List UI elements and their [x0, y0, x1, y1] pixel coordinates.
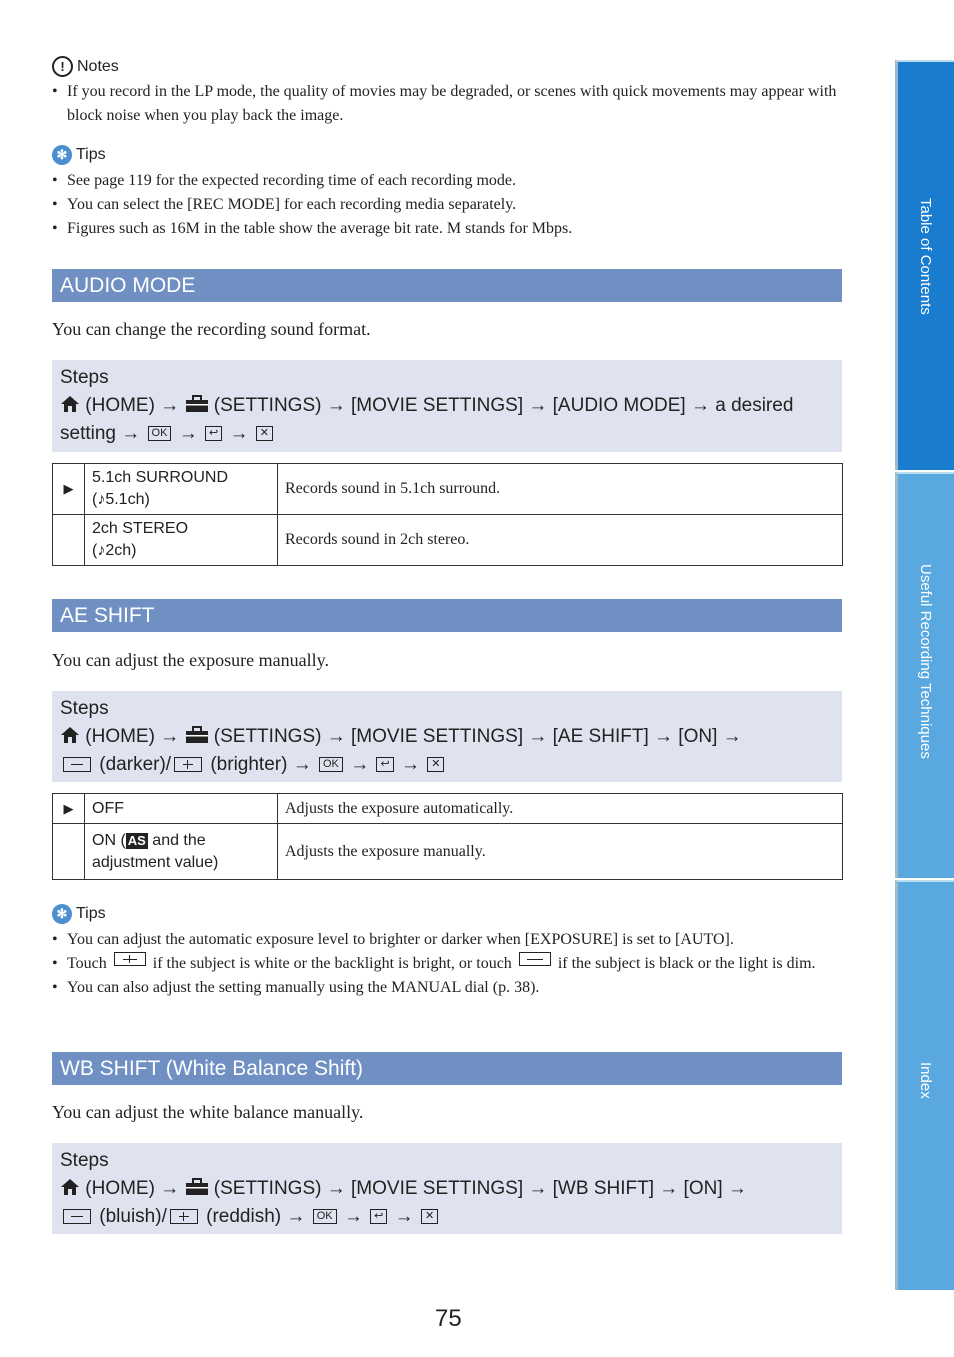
selected-mark [53, 824, 85, 880]
option-name-text: 5.1ch SURROUND [92, 469, 229, 486]
toolbox-icon [185, 1178, 209, 1196]
selected-mark: ▶ [53, 464, 85, 515]
arrow: → [690, 395, 710, 416]
menu-label: [MOVIE SETTINGS] [351, 395, 524, 416]
close-icon: ✕ [256, 426, 273, 441]
home-icon [60, 1178, 80, 1196]
ae-shift-options-table [52, 793, 843, 880]
tips-icon: ✻ [52, 145, 72, 165]
ok-button-icon: OK [148, 426, 172, 441]
arrow: → [286, 1206, 306, 1227]
option-name [85, 464, 278, 515]
arrow: → [292, 754, 312, 775]
notes-heading [52, 56, 119, 77]
arrow: → [326, 395, 346, 416]
sidebar-nav [895, 60, 954, 1290]
option-desc: Adjusts the exposure automatically. [278, 794, 843, 824]
tips-heading-label: Tips [76, 905, 106, 922]
notes-heading-label: Notes [77, 57, 119, 75]
item-label: [WB SHIFT] [552, 1178, 654, 1199]
section-heading-audio-mode: AUDIO MODE [52, 269, 842, 302]
notes-list [52, 80, 842, 128]
tab-useful-recording-techniques[interactable] [895, 472, 954, 878]
settings-label: (SETTINGS) [213, 726, 322, 747]
as-badge-icon: AS [127, 832, 146, 848]
ae-shift-steps [52, 691, 842, 782]
option-name-post: and the adjustment value) [92, 831, 219, 871]
tab-label: Table of Contents [917, 198, 934, 315]
item-label: [AE SHIFT] [552, 726, 649, 747]
home-icon [60, 395, 80, 413]
option-name [85, 824, 278, 880]
arrow: → [229, 423, 249, 444]
list-item: • You can also adjust the setting manually using the MANUAL dial (p. 38). [52, 976, 842, 1000]
list-item: • You can adjust the automatic exposure level to brighter or darker when [EXPOSURE] is set to [AUTO]. [52, 928, 842, 952]
arrow: → [659, 1178, 679, 1199]
steps-label: Steps [60, 698, 109, 719]
table-row [53, 515, 843, 566]
menu-label: [MOVIE SETTINGS] [351, 1178, 524, 1199]
tip-text: if the subject is white or the backlight is bright, or touch [152, 955, 512, 972]
list-item [52, 952, 842, 976]
arrow: → [528, 1178, 548, 1199]
tip-text: Touch [67, 955, 107, 972]
arrow: → [394, 1206, 414, 1227]
list-item: • You can select the [REC MODE] for each recording media separately. [52, 193, 842, 217]
ok-button-icon: OK [313, 1209, 337, 1224]
audio-mode-options-table [52, 463, 843, 566]
plus-label: (brighter) [210, 754, 288, 775]
tips-heading [52, 145, 106, 165]
tail-label: a desired setting [60, 395, 794, 444]
table-row [53, 794, 843, 824]
arrow: → [160, 726, 180, 747]
arrow: → [528, 726, 548, 747]
tab-index[interactable] [895, 880, 954, 1290]
arrow: → [121, 423, 141, 444]
arrow: → [343, 1206, 363, 1227]
minus-label: (darker)/ [99, 754, 172, 775]
option-name: OFF [85, 794, 278, 824]
option-sub-text: (♪2ch) [92, 542, 137, 559]
option-desc: Records sound in 2ch stereo. [278, 515, 843, 566]
home-label: (HOME) [85, 1178, 155, 1199]
option-name-pre: ON ( [92, 831, 126, 849]
ok-button-icon: OK [319, 757, 343, 772]
settings-label: (SETTINGS) [213, 395, 322, 416]
option-name-text: 2ch STEREO [92, 520, 189, 537]
arrow: → [722, 726, 742, 747]
option-sub-text: (♪5.1ch) [92, 491, 150, 508]
arrow: → [727, 1178, 747, 1199]
tab-table-of-contents[interactable] [895, 60, 954, 470]
steps-label: Steps [60, 1150, 109, 1171]
return-icon: ↩ [370, 1209, 387, 1224]
plus-label: (reddish) [206, 1206, 282, 1227]
arrow: → [160, 1178, 180, 1199]
table-row [53, 464, 843, 515]
arrow: → [160, 395, 180, 416]
return-icon: ↩ [205, 426, 222, 441]
list-item: • See page 119 for the expected recording time of each recording mode. [52, 169, 842, 193]
return-icon: ↩ [376, 757, 393, 772]
option-desc: Records sound in 5.1ch surround. [278, 464, 843, 515]
arrow: → [326, 726, 346, 747]
plus-button-icon [174, 757, 202, 772]
selected-mark [53, 515, 85, 566]
arrow: → [178, 423, 198, 444]
arrow: → [350, 754, 370, 775]
page-number: 75 [435, 1305, 462, 1332]
close-icon: ✕ [421, 1209, 438, 1224]
wb-shift-intro: You can adjust the white balance manually. [52, 1102, 364, 1122]
home-label: (HOME) [85, 395, 155, 416]
on-label: [ON] [678, 726, 718, 747]
home-label: (HOME) [85, 726, 155, 747]
tips-list [52, 169, 842, 241]
arrow: → [326, 1178, 346, 1199]
close-icon: ✕ [427, 757, 444, 772]
steps-path [60, 392, 834, 448]
tips-list [52, 928, 842, 1000]
section-heading-wb-shift: WB SHIFT (White Balance Shift) [52, 1052, 842, 1085]
option-name [85, 515, 278, 566]
home-icon [60, 726, 80, 744]
option-desc: Adjusts the exposure manually. [278, 824, 843, 880]
minus-button-icon [63, 757, 91, 772]
minus-button-icon [63, 1209, 91, 1224]
toolbox-icon [185, 726, 209, 744]
arrow: → [528, 395, 548, 416]
tips-icon: ✻ [52, 904, 72, 924]
plus-button-icon [114, 952, 146, 966]
tips-heading-label: Tips [76, 146, 106, 163]
steps-path [60, 1175, 834, 1231]
notes-icon: ! [52, 56, 73, 77]
tab-label: Index [917, 1062, 934, 1099]
minus-button-icon [519, 952, 551, 966]
settings-label: (SETTINGS) [213, 1178, 322, 1199]
tips-heading [52, 904, 106, 924]
selected-mark: ▶ [53, 794, 85, 824]
on-label: [ON] [683, 1178, 723, 1199]
steps-label: Steps [60, 367, 109, 388]
menu-label: [MOVIE SETTINGS] [351, 726, 524, 747]
item-label: [AUDIO MODE] [552, 395, 686, 416]
ae-shift-intro: You can adjust the exposure manually. [52, 650, 329, 670]
audio-mode-intro: You can change the recording sound format. [52, 319, 371, 339]
minus-label: (bluish)/ [99, 1206, 167, 1227]
plus-button-icon [170, 1209, 198, 1224]
list-item: • Figures such as 16M in the table show the average bit rate. M stands for Mbps. [52, 217, 842, 241]
section-heading-ae-shift: AE SHIFT [52, 599, 842, 632]
steps-path [60, 723, 834, 779]
arrow: → [400, 754, 420, 775]
list-item: • If you record in the LP mode, the quality of movies may be degraded, or scenes with quick movements may appear with block noise when you play back the image. [52, 80, 842, 128]
tip-text: if the subject is black or the light is dim. [557, 955, 816, 972]
toolbox-icon [185, 395, 209, 413]
audio-mode-steps [52, 360, 842, 452]
wb-shift-steps [52, 1143, 842, 1234]
tab-label: Useful Recording Techniques [917, 564, 934, 759]
table-row [53, 824, 843, 880]
arrow: → [654, 726, 674, 747]
